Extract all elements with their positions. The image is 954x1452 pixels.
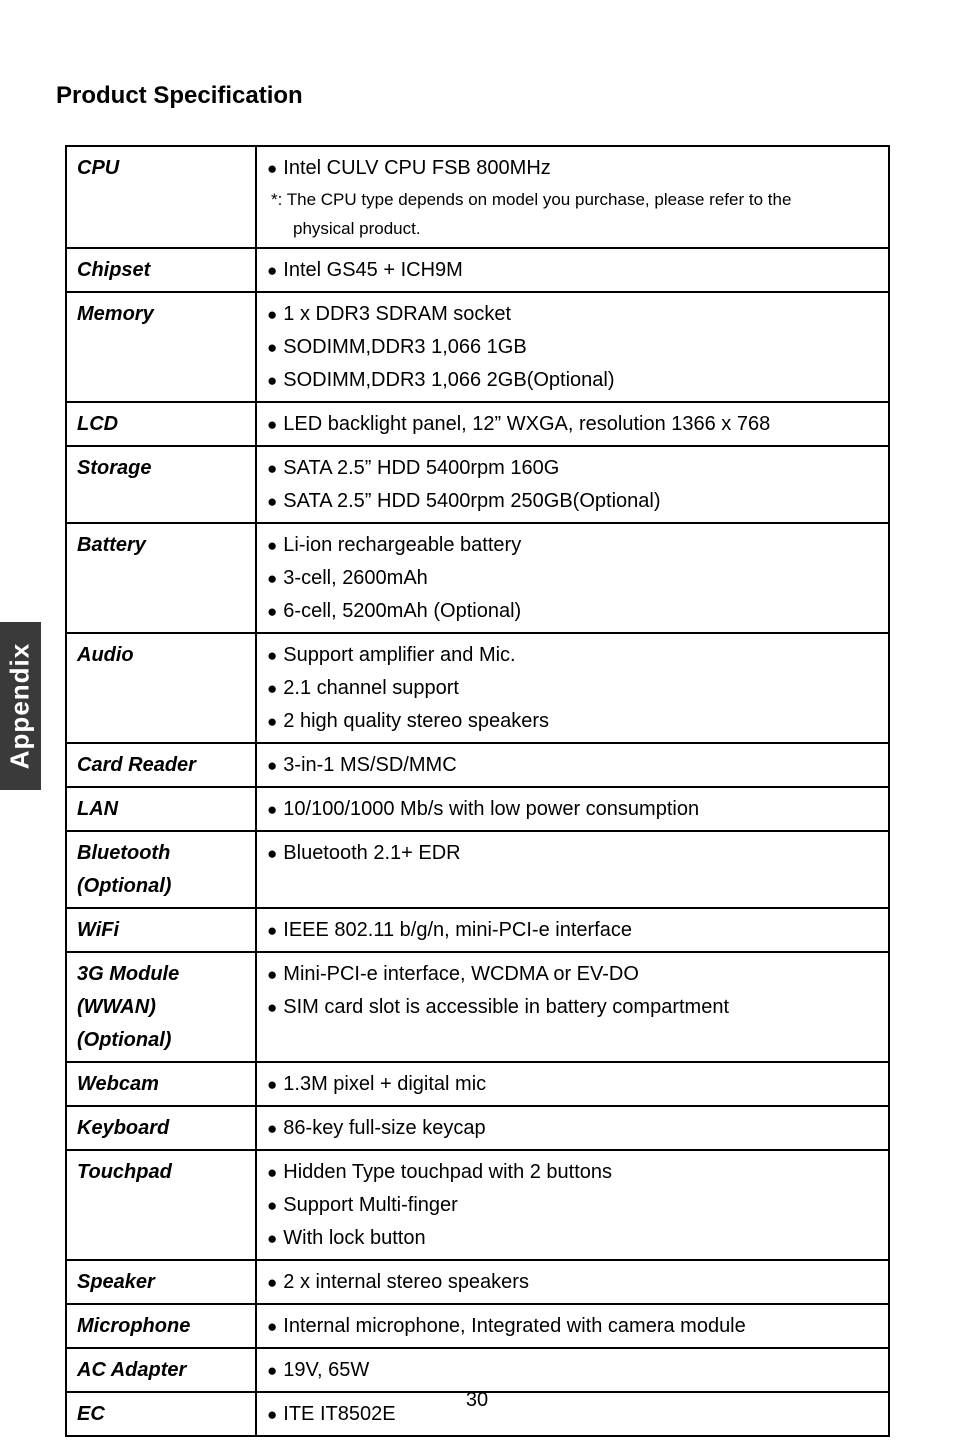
spec-row [66,743,889,787]
spec-value-cell [256,402,889,446]
spec-item: ● IEEE 802.11 b/g/n, mini-PCI-e interface [267,914,880,947]
spec-value-cell [256,1260,889,1304]
spec-item: ● 10/100/1000 Mb/s with low power consumption [267,793,880,826]
spec-value-cell [256,908,889,952]
spec-label: Audio [77,644,134,666]
spec-value-cell [256,1304,889,1348]
spec-item: ● Intel CULV CPU FSB 800MHz [267,152,880,185]
appendix-side-tab [0,622,41,790]
spec-item: ● Intel GS45 + ICH9M [267,254,880,287]
spec-row [66,446,889,523]
spec-label: EC [77,1403,105,1425]
spec-item: ● 6-cell, 5200mAh (Optional) [267,595,880,628]
spec-value-cell [256,1348,889,1392]
spec-row [66,831,889,908]
spec-item: ● 3-cell, 2600mAh [267,562,880,595]
spec-row [66,952,889,1062]
spec-note [267,185,880,243]
spec-row [66,292,889,402]
spec-value-cell [256,831,889,908]
spec-item: ● 2 x internal stereo speakers [267,1266,880,1299]
spec-label-cell [66,446,256,523]
spec-row [66,1260,889,1304]
spec-value-cell [256,743,889,787]
spec-row [66,1304,889,1348]
spec-label: (Optional) [77,1029,172,1051]
spec-value-cell [256,248,889,292]
page-number: 30 [465,1389,489,1411]
spec-label: Speaker [77,1271,155,1293]
spec-label: Memory [77,303,154,325]
spec-label: (WWAN) [77,996,156,1018]
spec-item: ● 2.1 channel support [267,672,880,705]
spec-value-cell [256,1106,889,1150]
spec-note-line: physical product. [293,219,421,238]
spec-value-cell [256,952,889,1062]
spec-item: ● SIM card slot is accessible in battery compartment [267,991,880,1024]
spec-label-cell [66,1260,256,1304]
spec-value-cell [256,1150,889,1260]
spec-item: ● SODIMM,DDR3 1,066 1GB [267,331,880,364]
spec-item: ● With lock button [267,1222,880,1255]
spec-label-cell [66,523,256,633]
spec-label-cell [66,248,256,292]
spec-item: ● 1.3M pixel + digital mic [267,1068,880,1101]
spec-label-cell [66,1348,256,1392]
spec-label: LCD [77,413,119,435]
spec-item: ● Li-ion rechargeable battery [267,529,880,562]
spec-label: AC Adapter [77,1359,187,1381]
spec-row [66,146,889,248]
spec-item: ● Hidden Type touchpad with 2 buttons [267,1156,880,1189]
spec-item: ● SODIMM,DDR3 1,066 2GB(Optional) [267,364,880,397]
spec-item: ● Support Multi-finger [267,1189,880,1222]
spec-value-cell [256,146,889,248]
spec-value-cell [256,787,889,831]
page-title: Product Specification [56,82,303,109]
spec-label-cell [66,633,256,743]
spec-label-cell [66,787,256,831]
spec-table [65,145,890,1437]
spec-item: ● SATA 2.5” HDD 5400rpm 250GB(Optional) [267,485,880,518]
spec-label-cell [66,831,256,908]
spec-row [66,1150,889,1260]
spec-row [66,1106,889,1150]
spec-label-cell [66,743,256,787]
spec-item: ● Mini-PCI-e interface, WCDMA or EV-DO [267,958,880,991]
spec-label-cell [66,908,256,952]
spec-row [66,1062,889,1106]
spec-label: 3G Module [77,963,180,985]
spec-item: ● 86-key full-size keycap [267,1112,880,1145]
spec-row [66,402,889,446]
spec-label: Bluetooth [77,842,171,864]
spec-label: Webcam [77,1073,159,1095]
spec-label: Chipset [77,259,151,281]
spec-item: ● 3-in-1 MS/SD/MMC [267,749,880,782]
spec-note-line: *: The CPU type depends on model you purchase, please refer to the [271,190,792,209]
spec-item: ● LED backlight panel, 12” WXGA, resolution 1366 x 768 [267,408,880,441]
spec-label: Battery [77,534,146,556]
spec-label-cell [66,952,256,1062]
spec-row [66,523,889,633]
spec-row [66,1348,889,1392]
spec-item: ● Bluetooth 2.1+ EDR [267,837,880,870]
spec-item: ● Internal microphone, Integrated with camera module [267,1310,880,1343]
spec-label: Microphone [77,1315,191,1337]
spec-value-cell [256,292,889,402]
spec-value-cell [256,633,889,743]
spec-label: Touchpad [77,1161,172,1183]
spec-label: Storage [77,457,152,479]
spec-item: ● SATA 2.5” HDD 5400rpm 160G [267,452,880,485]
spec-label: LAN [77,798,119,820]
spec-value-cell [256,1062,889,1106]
spec-label: Keyboard [77,1117,170,1139]
spec-row [66,787,889,831]
spec-item: ● ITE IT8502E [267,1398,880,1431]
spec-value-cell [256,446,889,523]
spec-item: ● 2 high quality stereo speakers [267,705,880,738]
spec-label: Card Reader [77,754,196,776]
spec-row [66,633,889,743]
spec-table-body [66,146,889,1436]
spec-label-cell [66,1304,256,1348]
spec-label-cell [66,146,256,248]
spec-item: ● Support amplifier and Mic. [267,639,880,672]
spec-label-cell [66,1150,256,1260]
spec-item: ● 1 x DDR3 SDRAM socket [267,298,880,331]
spec-label-cell [66,1062,256,1106]
spec-value-cell [256,523,889,633]
spec-label-cell [66,402,256,446]
spec-label: (Optional) [77,875,172,897]
spec-row [66,248,889,292]
spec-item: ● 19V, 65W [267,1354,880,1387]
spec-label: CPU [77,157,120,179]
spec-label-cell [66,292,256,402]
spec-label: WiFi [77,919,120,941]
side-tab-label: Appendix [4,642,35,770]
spec-row [66,908,889,952]
spec-label-cell [66,1106,256,1150]
